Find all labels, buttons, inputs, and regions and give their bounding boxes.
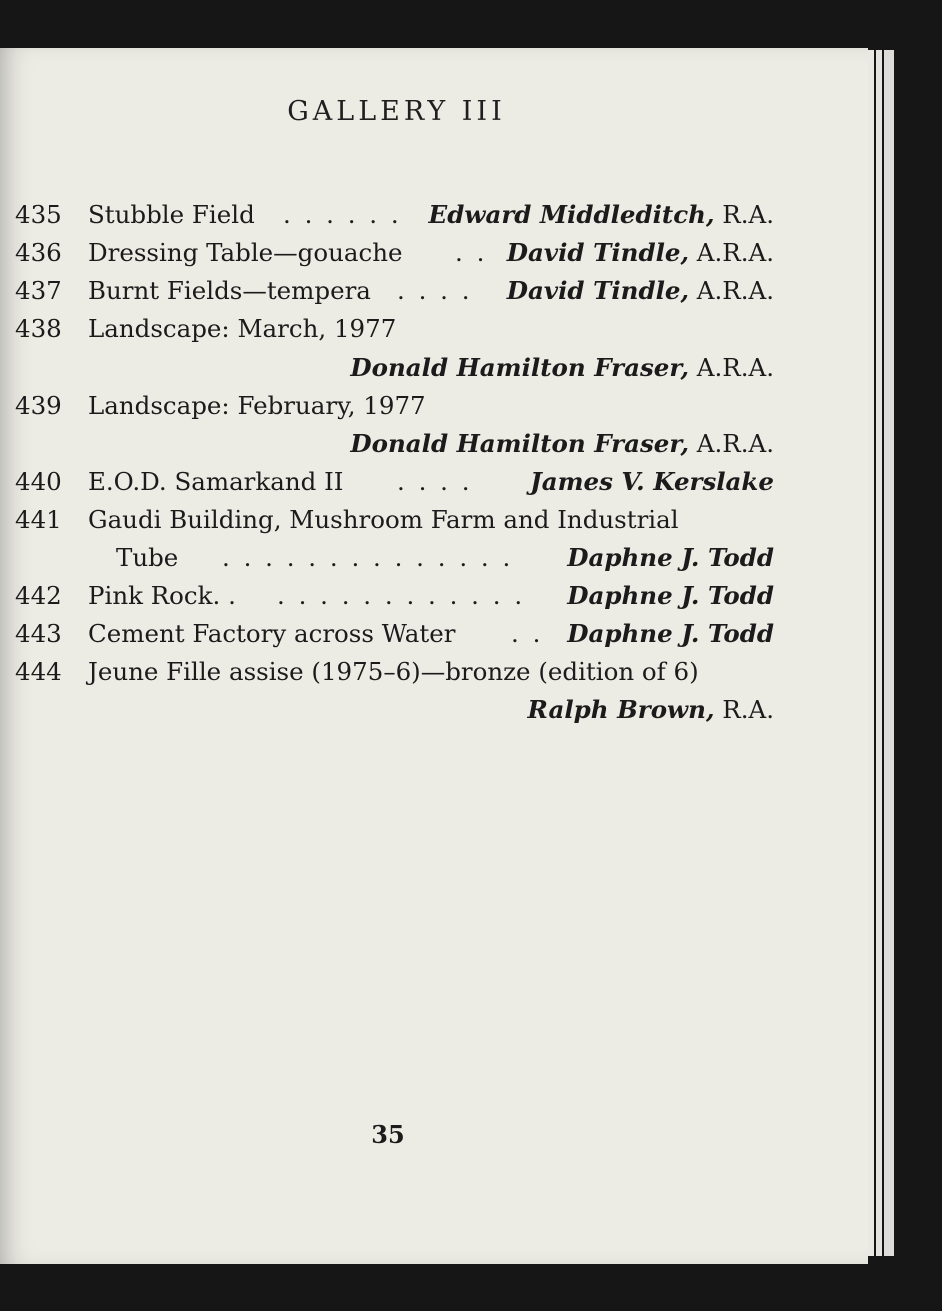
entry-title-continued: Tube — [116, 543, 179, 572]
page-edge — [884, 50, 894, 1256]
entry-number: 443 — [15, 619, 62, 648]
catalogue-entry — [0, 196, 868, 234]
catalogue-entry — [0, 615, 868, 653]
artist-name: Daphne J. Todd — [567, 619, 774, 648]
entry-title: Cement Factory across Water — [88, 619, 456, 648]
artist-suffix: R.A. — [722, 200, 774, 229]
entry-title: Pink Rock. . — [88, 581, 236, 610]
entry-number: 444 — [15, 657, 62, 686]
artist-name: Donald Hamilton Fraser, — [350, 353, 689, 382]
entry-artist — [567, 577, 774, 615]
dot-leader: . . . . . . . . . . . . — [277, 581, 526, 610]
catalogue-entry — [0, 234, 868, 272]
entry-artist — [350, 349, 774, 387]
artist-suffix: R.A. — [722, 695, 774, 724]
entry-title: Landscape: March, 1977 — [88, 314, 397, 343]
catalogue-entry-continued — [0, 539, 868, 577]
artist-name: Donald Hamilton Fraser, — [350, 429, 689, 458]
catalogue-entry-continued — [0, 349, 868, 387]
catalogue-entry — [0, 272, 868, 310]
artist-name: David Tindle, — [506, 276, 689, 305]
catalogue-entry — [0, 577, 868, 615]
catalogue-entry — [0, 387, 868, 425]
artist-name: Daphne J. Todd — [567, 581, 774, 610]
entry-number: 437 — [15, 276, 62, 305]
artist-name: Ralph Brown, — [527, 695, 715, 724]
entry-number: 435 — [15, 200, 62, 229]
artist-name: Edward Middleditch, — [428, 200, 715, 229]
catalogue-entry — [0, 310, 868, 348]
catalogue-entry-continued — [0, 425, 868, 463]
entry-artist — [350, 425, 774, 463]
entry-number: 439 — [15, 391, 62, 420]
entry-title: Stubble Field — [88, 200, 255, 229]
page-edge — [876, 50, 882, 1256]
catalogue-entry — [0, 653, 868, 691]
entry-artist — [507, 272, 774, 310]
artist-suffix: A.R.A. — [696, 238, 774, 267]
entry-title: Landscape: February, 1977 — [88, 391, 426, 420]
entry-number: 441 — [15, 505, 62, 534]
artist-name: James V. Kerslake — [530, 467, 774, 496]
entry-number: 442 — [15, 581, 62, 610]
entry-title: Dressing Table—gouache — [88, 238, 403, 267]
entry-title: Gaudi Building, Mushroom Farm and Industrial — [88, 505, 679, 534]
catalogue-entry-continued — [0, 691, 868, 729]
artist-suffix: A.R.A. — [696, 429, 774, 458]
entry-title: Burnt Fields—tempera — [88, 276, 371, 305]
entry-number: 438 — [15, 314, 62, 343]
page-number: 35 — [371, 1120, 405, 1149]
dot-leader: . . . . . . . . . . . . . . — [222, 543, 514, 572]
artist-name: Daphne J. Todd — [567, 543, 774, 572]
entry-title: E.O.D. Samarkand II — [88, 467, 344, 496]
dot-leader: . . . . — [397, 276, 473, 305]
entry-number: 436 — [15, 238, 62, 267]
gallery-title: GALLERY III — [287, 96, 506, 127]
dot-leader: . . . . . . — [283, 200, 402, 229]
artist-suffix: A.R.A. — [696, 276, 774, 305]
dot-leader: . . — [455, 238, 488, 267]
artist-suffix: A.R.A. — [696, 353, 774, 382]
dot-leader: . . — [511, 619, 544, 648]
catalogue-entry — [0, 463, 868, 501]
entry-artist — [528, 691, 774, 729]
entry-artist — [429, 196, 774, 234]
entry-artist — [507, 234, 774, 272]
entry-artist — [567, 615, 774, 653]
page-edge — [868, 50, 874, 1256]
entry-title: Jeune Fille assise (1975–6)—bronze (edition of 6) — [88, 657, 699, 686]
catalogue-entry — [0, 501, 868, 539]
entry-number: 440 — [15, 467, 62, 496]
dot-leader: . . . . — [397, 467, 473, 496]
artist-name: David Tindle, — [506, 238, 689, 267]
entry-artist — [567, 539, 774, 577]
entry-artist — [530, 463, 774, 501]
